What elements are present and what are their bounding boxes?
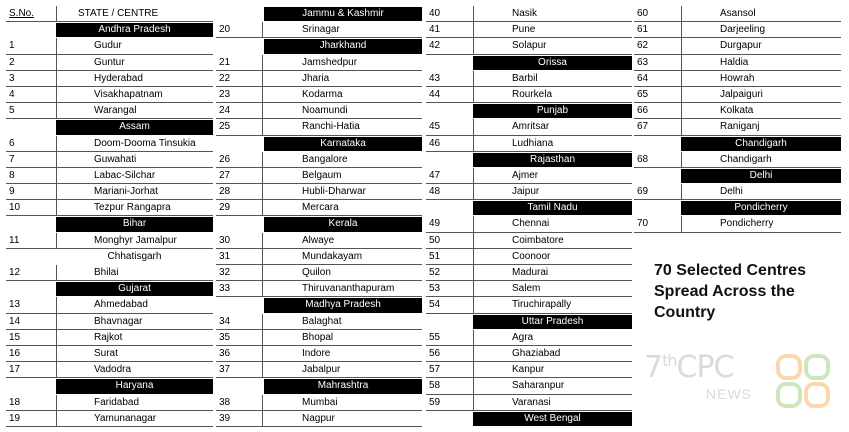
centre-name: Jaipur <box>512 186 540 198</box>
centre-name: Ranchi-Hatia <box>302 121 360 133</box>
row-number: 58 <box>429 380 441 392</box>
centre-name: Asansol <box>720 8 756 19</box>
table-row <box>216 71 422 87</box>
centre-name: Solapur <box>512 40 547 52</box>
state-heading-row <box>426 103 632 119</box>
table-row <box>426 22 632 38</box>
table-row <box>6 362 213 378</box>
centre-name: Kodarma <box>302 88 343 100</box>
row-number: 26 <box>219 153 231 165</box>
centre-name: Monghyr Jamalpur <box>94 234 177 246</box>
table-row <box>6 55 213 71</box>
row-number: 37 <box>219 364 231 376</box>
centre-name: Durgapur <box>720 40 762 52</box>
row-number: 43 <box>429 72 441 84</box>
table-row <box>634 184 841 200</box>
table-row <box>634 6 841 22</box>
row-number: 13 <box>9 299 21 311</box>
state-heading-row <box>426 200 632 216</box>
centre-name: Guwahati <box>94 153 137 165</box>
table-row <box>426 184 632 200</box>
centre-name: Ghaziabad <box>512 347 561 359</box>
state-heading-row <box>426 152 632 168</box>
state-heading: Punjab <box>473 104 632 118</box>
state-heading: Jammu & Kashmir <box>264 7 422 21</box>
table-row <box>6 184 213 200</box>
table-row <box>426 265 632 281</box>
table-row <box>216 395 422 411</box>
state-heading-row <box>216 136 422 152</box>
table-column-2 <box>216 6 422 427</box>
state-heading-row <box>634 168 841 184</box>
table-row <box>634 55 841 71</box>
row-number: 1 <box>9 40 15 52</box>
table-header-row <box>6 6 213 22</box>
table-row <box>634 87 841 103</box>
state-heading-row <box>6 281 213 297</box>
centre-name: Bhopal <box>302 331 334 343</box>
state-heading: West Bengal <box>473 412 632 426</box>
table-row <box>426 281 632 297</box>
row-number: 19 <box>9 412 21 424</box>
table-row <box>216 168 422 184</box>
table-row <box>426 87 632 103</box>
centre-name: Nasik <box>512 8 538 19</box>
row-number: 7 <box>9 153 15 165</box>
header-sno: S.No. <box>9 8 35 19</box>
state-heading-row <box>216 38 422 54</box>
table-row <box>634 216 841 232</box>
caption-line-2: Spread Across the <box>654 283 795 300</box>
table-row <box>6 330 213 346</box>
table-row <box>216 265 422 281</box>
row-number: 17 <box>9 364 21 376</box>
row-number: 38 <box>219 396 231 408</box>
state-heading: Haryana <box>56 379 213 393</box>
table-row <box>6 71 213 87</box>
row-number: 5 <box>9 105 15 117</box>
centre-name: Kanpur <box>512 364 545 376</box>
centre-name: Visakhapatnam <box>94 88 163 100</box>
state-heading: Chandigarh <box>681 137 841 151</box>
centre-name: Doom-Dooma Tinsukia <box>94 137 196 149</box>
centre-name: Guntur <box>94 56 125 68</box>
centre-name: Salem <box>512 283 541 295</box>
row-number: 14 <box>9 315 21 327</box>
row-number: 46 <box>429 137 441 149</box>
row-number: 61 <box>637 24 649 36</box>
row-number: 3 <box>9 72 15 84</box>
watermark-news: NEWS <box>706 386 752 402</box>
table-row <box>6 103 213 119</box>
row-number: 23 <box>219 88 231 100</box>
row-number: 9 <box>9 186 15 198</box>
centre-name: Hyderabad <box>94 72 143 84</box>
centre-name: Agra <box>512 331 534 343</box>
centre-name: Pondicherry <box>720 218 774 230</box>
table-row <box>216 362 422 378</box>
table-row <box>6 200 213 216</box>
table-row <box>6 265 213 281</box>
row-number: 62 <box>637 40 649 52</box>
centre-name: Kolkata <box>720 105 754 117</box>
table-row <box>426 330 632 346</box>
row-number: 10 <box>9 202 21 214</box>
table-row <box>426 38 632 54</box>
centre-name: Coimbatore <box>512 234 564 246</box>
row-number: 34 <box>219 315 231 327</box>
centre-name: Tiruchirapally <box>512 299 572 311</box>
table-row <box>426 168 632 184</box>
table-row <box>634 22 841 38</box>
centre-name: Bhavnagar <box>94 315 143 327</box>
centre-name: Jharia <box>302 72 330 84</box>
row-number: 59 <box>429 396 441 408</box>
centre-name: Srinagar <box>302 24 340 36</box>
centre-name: Saharanpur <box>512 380 565 392</box>
table-row <box>426 297 632 313</box>
row-number: 40 <box>429 8 441 19</box>
row-number: 31 <box>219 250 231 262</box>
state-heading: Mahrashtra <box>264 379 422 393</box>
row-number: 70 <box>637 218 649 230</box>
watermark-7: 7 <box>644 350 663 385</box>
row-number: 56 <box>429 347 441 359</box>
state-heading: Orissa <box>473 56 632 70</box>
row-number: 32 <box>219 267 231 278</box>
centre-name: Ahmedabad <box>94 299 148 311</box>
centre-name: Hubli-Dharwar <box>302 186 366 198</box>
state-heading: Uttar Pradesh <box>473 315 632 329</box>
centre-name: Rajkot <box>94 331 123 343</box>
state-heading-row <box>634 136 841 152</box>
row-number: 2 <box>9 56 15 68</box>
table-row <box>6 136 213 152</box>
table-row <box>6 38 213 54</box>
table-row <box>216 281 422 297</box>
table-row <box>426 119 632 135</box>
table-row <box>216 119 422 135</box>
state-heading-row <box>6 216 213 232</box>
centre-name: Ajmer <box>512 169 539 181</box>
table-row <box>426 249 632 265</box>
state-heading: Madhya Pradesh <box>264 298 422 312</box>
centre-name: Jabalpur <box>302 364 341 376</box>
row-number: 4 <box>9 88 15 100</box>
centre-name: Mariani-Jorhat <box>94 186 158 198</box>
state-heading-row <box>426 55 632 71</box>
centre-name: Ludhiana <box>512 137 554 149</box>
centre-name: Raniganj <box>720 121 760 133</box>
state-heading-row <box>216 216 422 232</box>
centre-name: Alwaye <box>302 234 335 246</box>
row-number: 47 <box>429 169 441 181</box>
state-heading: Kerala <box>264 217 422 231</box>
table-row <box>6 168 213 184</box>
row-number: 20 <box>219 24 231 36</box>
centre-name: Haldia <box>720 56 749 68</box>
centre-name: Thiruvananthapuram <box>302 283 395 295</box>
table-row <box>6 87 213 103</box>
row-number: 41 <box>429 24 441 36</box>
centre-name: Chandigarh <box>720 153 772 165</box>
header-state-centre: STATE / CENTRE <box>78 8 159 19</box>
centre-name: Surat <box>94 347 118 359</box>
row-number: 6 <box>9 137 15 149</box>
centre-name: Quilon <box>302 267 331 278</box>
state-heading: Gujarat <box>56 282 213 296</box>
centre-name: Labac-Silchar <box>94 169 156 181</box>
table-row <box>426 233 632 249</box>
table-row <box>426 71 632 87</box>
row-number: 8 <box>9 169 15 181</box>
row-number: 27 <box>219 169 231 181</box>
row-number: 39 <box>219 412 231 424</box>
table-row <box>426 216 632 232</box>
centre-name: Indore <box>302 347 331 359</box>
row-number: 29 <box>219 202 231 214</box>
row-number: 53 <box>429 283 441 295</box>
flower-logo-icon <box>772 352 836 416</box>
table-row <box>6 233 213 249</box>
table-column-3 <box>426 6 632 427</box>
watermark-cpc: CPC <box>676 350 734 385</box>
row-number: 69 <box>637 186 649 198</box>
table-row <box>6 411 213 427</box>
centre-name: Mercara <box>302 202 339 214</box>
centre-name: Gudur <box>94 40 122 52</box>
centre-name: Noamundi <box>302 105 348 117</box>
centre-name: Vadodra <box>94 364 132 376</box>
row-number: 28 <box>219 186 231 198</box>
centre-name: Rourkela <box>512 88 553 100</box>
state-heading: Jharkhand <box>264 39 422 53</box>
table-row <box>426 362 632 378</box>
centre-name: Amritsar <box>512 121 550 133</box>
table-row <box>634 152 841 168</box>
row-number: 42 <box>429 40 441 52</box>
table-row <box>426 346 632 362</box>
row-number: 63 <box>637 56 649 68</box>
table-row <box>216 55 422 71</box>
row-number: 12 <box>9 267 21 278</box>
centre-name: Howrah <box>720 72 755 84</box>
centre-name: Jamshedpur <box>302 56 358 68</box>
centre-name: Balaghat <box>302 315 342 327</box>
table-row <box>216 87 422 103</box>
table-row <box>216 411 422 427</box>
state-heading-row <box>426 411 632 427</box>
row-number: 50 <box>429 234 441 246</box>
centre-name: Barbil <box>512 72 538 84</box>
state-heading-row <box>216 297 422 313</box>
row-number: 33 <box>219 283 231 295</box>
row-number: 44 <box>429 88 441 100</box>
state-heading: Rajasthan <box>473 153 632 167</box>
table-row <box>634 103 841 119</box>
caption <box>654 260 806 323</box>
row-number: 55 <box>429 331 441 343</box>
table-row <box>6 314 213 330</box>
row-number: 48 <box>429 186 441 198</box>
table-row <box>216 200 422 216</box>
state-heading-row <box>6 119 213 135</box>
row-number: 30 <box>219 234 231 246</box>
table-row <box>634 71 841 87</box>
centre-name: Varanasi <box>512 396 551 408</box>
centre-name: Warangal <box>94 105 137 117</box>
state-heading: Tamil Nadu <box>473 201 632 215</box>
state-heading-row <box>426 314 632 330</box>
table-row <box>216 249 422 265</box>
caption-line-3: Country <box>654 304 716 321</box>
row-number: 22 <box>219 72 231 84</box>
centre-name: Pune <box>512 24 536 36</box>
centre-name: Mundakayam <box>302 250 363 262</box>
table-row <box>216 314 422 330</box>
table-row <box>6 297 213 313</box>
state-heading-row <box>216 6 422 22</box>
table-row <box>6 395 213 411</box>
table-row <box>216 330 422 346</box>
table-row <box>426 395 632 411</box>
centre-name: Faridabad <box>94 396 140 408</box>
table-row <box>426 136 632 152</box>
table-row <box>6 152 213 168</box>
row-number: 45 <box>429 121 441 133</box>
watermark-th: th <box>662 351 677 370</box>
row-number: 21 <box>219 56 231 68</box>
state-heading: Bihar <box>56 217 213 231</box>
centre-name: Yamunanagar <box>94 412 157 424</box>
state-heading: Andhra Pradesh <box>56 23 213 37</box>
state-heading-row <box>6 249 213 265</box>
state-heading: Delhi <box>681 169 841 183</box>
table-row <box>6 346 213 362</box>
row-number: 11 <box>9 234 20 246</box>
table-row <box>426 6 632 22</box>
table-row <box>216 22 422 38</box>
state-heading-row <box>634 200 841 216</box>
centre-name: Coonoor <box>512 250 551 262</box>
table-row <box>216 103 422 119</box>
centre-name: Chennai <box>512 218 550 230</box>
row-number: 18 <box>9 396 21 408</box>
centre-name: Darjeeling <box>720 24 766 36</box>
watermark-logo <box>644 350 734 385</box>
table-column-4 <box>634 6 841 233</box>
row-number: 66 <box>637 105 649 117</box>
row-number: 64 <box>637 72 649 84</box>
table-row <box>216 346 422 362</box>
centre-name: Bangalore <box>302 153 348 165</box>
table-row <box>634 119 841 135</box>
table-row <box>426 378 632 394</box>
row-number: 24 <box>219 105 231 117</box>
state-heading-row <box>6 22 213 38</box>
table-column-1 <box>6 6 213 427</box>
row-number: 35 <box>219 331 231 343</box>
row-number: 49 <box>429 218 441 230</box>
row-number: 36 <box>219 347 231 359</box>
table-row <box>216 152 422 168</box>
row-number: 25 <box>219 121 231 133</box>
row-number: 68 <box>637 153 649 165</box>
row-number: 60 <box>637 8 649 19</box>
centre-name: Mumbai <box>302 396 338 408</box>
row-number: 16 <box>9 347 21 359</box>
row-number: 65 <box>637 88 649 100</box>
state-heading-row <box>6 378 213 394</box>
state-heading: Chhatisgarh <box>56 250 213 264</box>
caption-line-1: 70 Selected Centres <box>654 262 807 279</box>
centre-name: Delhi <box>720 186 743 198</box>
table-row <box>634 38 841 54</box>
row-number: 51 <box>429 250 441 262</box>
centre-name: Bhilai <box>94 267 119 278</box>
row-number: 67 <box>637 121 649 133</box>
table-row <box>216 184 422 200</box>
row-number: 54 <box>429 299 441 311</box>
centre-name: Nagpur <box>302 412 335 424</box>
centre-name: Tezpur Rangapra <box>94 202 171 214</box>
row-number: 15 <box>9 331 21 343</box>
row-number: 57 <box>429 364 441 376</box>
row-number: 52 <box>429 267 441 278</box>
centre-name: Madurai <box>512 267 549 278</box>
centre-name: Jalpaiguri <box>720 88 763 100</box>
table-row <box>216 233 422 249</box>
state-heading-row <box>216 378 422 394</box>
state-heading: Pondicherry <box>681 201 841 215</box>
state-heading: Assam <box>56 120 213 134</box>
state-heading: Karnataka <box>264 137 422 151</box>
centre-name: Belgaum <box>302 169 342 181</box>
